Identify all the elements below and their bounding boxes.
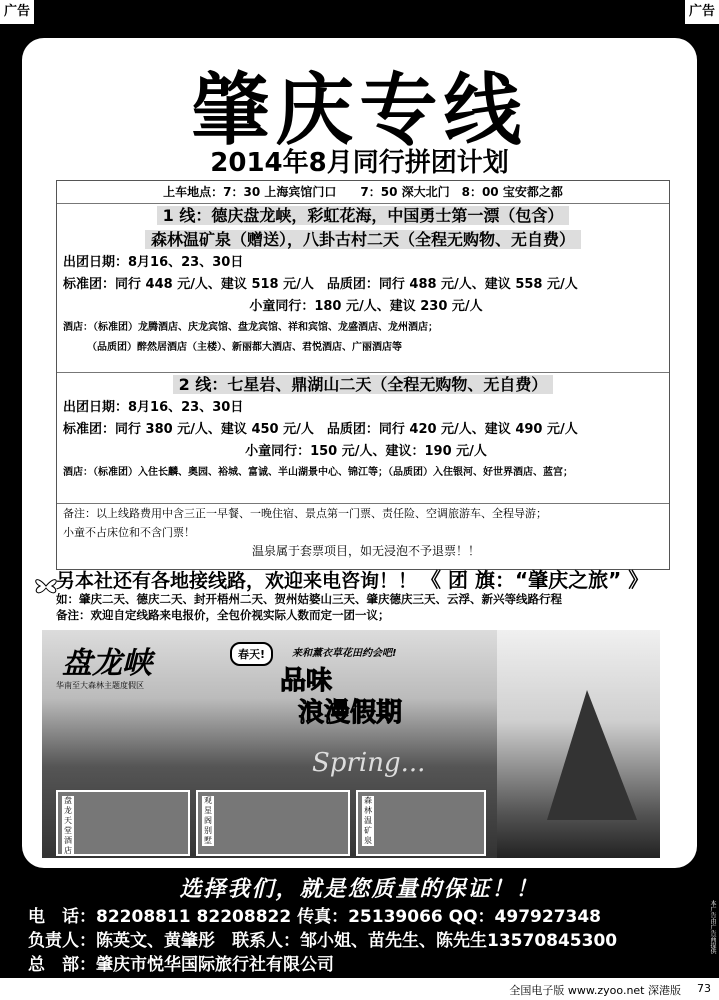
ad-card bbox=[22, 38, 697, 868]
footer bbox=[0, 978, 719, 1000]
extra-line1: 另本社还有各地接线路，欢迎来电咨询！！ bbox=[56, 570, 418, 592]
contact-hq: 总 部：肇庆市悦华国际旅行社有限公司 bbox=[28, 955, 334, 975]
thumb-hotel-label: 盘龙天堂酒店 bbox=[64, 796, 72, 855]
ad-tag-right: 广告 bbox=[685, 0, 719, 24]
page-subtitle: 2014年8月同行拼团计划 bbox=[210, 148, 509, 178]
route2-heading: 2 线：七星岩、鼎湖山二天（全程无购物、无自费） bbox=[173, 375, 554, 394]
route1-hotels-premium: （品质团）醉然居酒店（主楼）、新丽都大酒店、君悦酒店、广丽酒店等 bbox=[87, 342, 402, 353]
ad-tag-left: 广告 bbox=[0, 0, 34, 24]
route1-prices: 标准团：同行 448 元/人、建议 518 元/人 品质团：同行 488 元/人、建议 558 元/人 bbox=[63, 277, 578, 292]
contact-person: 负责人：陈英文、黄肇彤 联系人：邹小姐、苗先生、陈先生13570845300 bbox=[28, 931, 618, 951]
promo-image bbox=[42, 630, 660, 858]
extra-line3: 备注：欢迎自定线路来电报价，全包价视实际人数而定一团一议； bbox=[56, 608, 390, 622]
karst-landscape-image bbox=[497, 630, 660, 858]
contact-phone: 电 话：82208811 82208822 传真：25139066 QQ：497927348 bbox=[28, 907, 602, 927]
panlong-ad-image bbox=[42, 630, 497, 858]
spring-text: Spring... bbox=[312, 748, 426, 778]
side-note: 本广告由广告商提供 bbox=[709, 900, 716, 954]
panlong-logo: 盘龙峡 bbox=[62, 646, 152, 681]
note-3: 温泉属于套票项目，如无浸泡不予退票！！ bbox=[251, 544, 480, 558]
page-number: 73 bbox=[697, 982, 711, 995]
extra-line2: 如：肇庆二天、德庆二天、封开梧州二天、贺州姑婆山三天、肇庆德庆三天、云浮、新兴等线路行程 bbox=[56, 592, 562, 606]
footer-text: 全国电子版 www.zyoo.net 深港版 bbox=[509, 984, 681, 997]
ad-title-2: 浪漫假期 bbox=[298, 698, 403, 728]
route1-heading2: 森林温矿泉（赠送），八卦古村二天（全程无购物、无自费） bbox=[145, 230, 581, 249]
ad-title-1: 品味 bbox=[280, 666, 333, 696]
depart-info: 上车地点：7：30 上海宾馆门口 7：50 深大北门 8：00 宝安都之都 bbox=[57, 181, 669, 204]
route2-block bbox=[57, 373, 669, 504]
route1-hotels-standard: 酒店：（标准团）龙腾酒店、庆龙宾馆、盘龙宾馆、祥和宾馆、龙盛酒店、龙州酒店； bbox=[63, 322, 438, 333]
thumb-villa bbox=[196, 790, 350, 856]
thumb-spring bbox=[356, 790, 486, 856]
route2-child-price: 小童同行：150 元/人、建议：190 元/人 bbox=[245, 444, 487, 459]
ad-tagline: 来和薰衣草花田约会吧! bbox=[292, 648, 397, 659]
notes-block bbox=[57, 504, 669, 561]
slogan: 选择我们，就是您质量的保证！！ bbox=[179, 877, 540, 902]
extra-info bbox=[56, 568, 696, 623]
thumb-spring-label: 森林温矿泉 bbox=[364, 796, 372, 845]
page-title: 肇庆专线 bbox=[191, 65, 528, 156]
route2-hotels: 酒店：（标准团）入住长麟、奥园、裕城、富诚、半山湖景中心、锦江等；（品质团）入住银河、好世界酒店、蓝宫； bbox=[63, 467, 573, 478]
thumbnail-row bbox=[56, 790, 486, 855]
route1-block bbox=[57, 204, 669, 373]
route2-prices: 标准团：同行 380 元/人、建议 450 元/人 品质团：同行 420 元/人、建议 490 元/人 bbox=[63, 422, 578, 437]
panlong-logo-sub: 华南至大森林主题度假区 bbox=[56, 681, 144, 690]
plan-table bbox=[56, 180, 670, 570]
route1-dates: 出团日期：8月16、23、30日 bbox=[63, 255, 244, 270]
route1-child-price: 小童同行：180 元/人、建议 230 元/人 bbox=[249, 299, 483, 314]
top-bar bbox=[0, 0, 719, 26]
thumb-hotel bbox=[56, 790, 190, 856]
route1-heading1: 1 线：德庆盘龙峡，彩虹花海，中国勇士第一漂（包含） bbox=[157, 206, 570, 225]
thumb-villa-label: 观星阁别墅 bbox=[204, 796, 212, 845]
spring-badge: 春天! bbox=[230, 642, 273, 666]
note-1: 备注：以上线路费用中含三正一早餐、一晚住宿、景点第一门票、责任险、空调旅游车、全程导游； bbox=[63, 507, 547, 520]
route2-dates: 出团日期：8月16、23、30日 bbox=[63, 400, 244, 415]
note-2: 小童不占床位和不含门票！ bbox=[63, 526, 195, 539]
tour-flag: 《 团 旗：“肇庆之旅” 》 bbox=[421, 568, 649, 592]
mountain-peak-shape bbox=[547, 690, 637, 820]
